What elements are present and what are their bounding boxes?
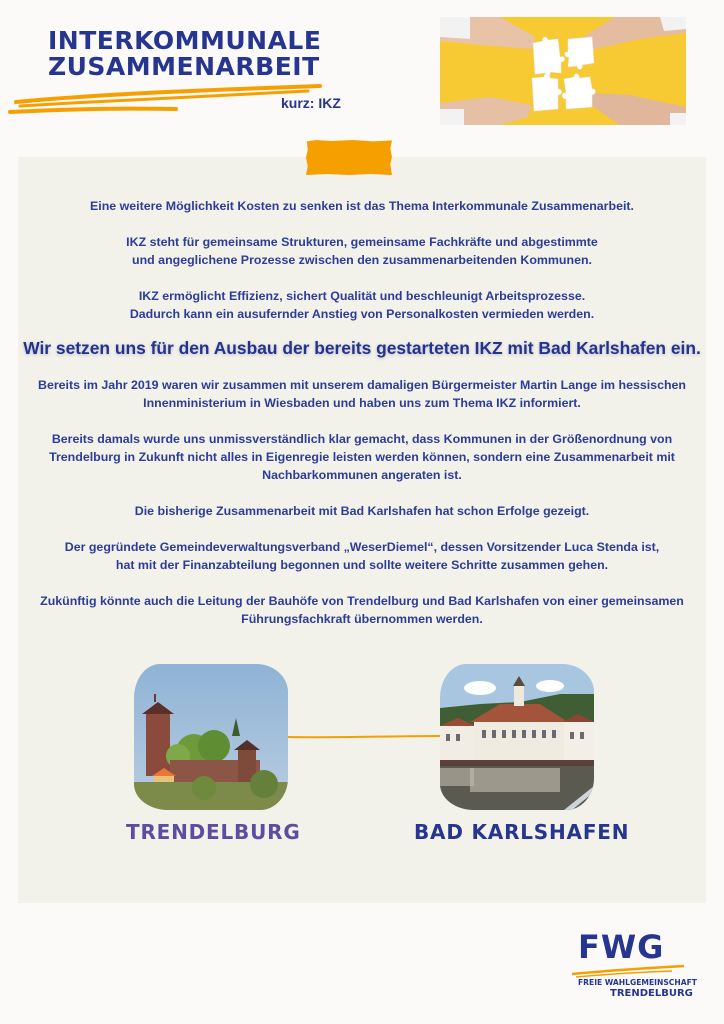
trendelburg-castle-photo: [134, 664, 288, 810]
paragraph-ikz-definition: IKZ steht für gemeinsame Strukturen, gemeinsame Fachkräfte und abgestimmte und angeglichene Prozesse zwischen den zusammenarbeitenden Kommunen.: [126, 235, 598, 267]
paragraph-intro: Eine weitere Möglichkeit Kosten zu senken ist das Thema Interkommunale Zusammenarbeit.: [90, 199, 634, 213]
castle-illustration: [134, 664, 288, 810]
abbreviation-label: kurz: IKZ: [281, 95, 341, 111]
logo-mark: FWG: [578, 928, 665, 966]
paragraph-ikz-benefits: IKZ ermöglicht Effizienz, sichert Qualität und beschleunigt Arbeitsprozesse. Dadurch kann ein ausufernder Anstieg von Personalkosten vermieden werden.: [129, 289, 595, 321]
connector-line: [288, 733, 440, 741]
body-text: [18, 197, 706, 646]
puzzle-hands-photo: [440, 17, 686, 125]
logo-swoosh: [572, 962, 684, 978]
fwg-logo: [572, 928, 697, 1004]
paragraph-2019: Bereits im Jahr 2019 waren wir zusammen mit unserem damaligen Bürgermeister Martin Lange im hessischen Innenministerium in Wiesbaden und haben uns zum Thema IKZ informiert.: [38, 378, 686, 410]
page-title: [48, 28, 348, 118]
bad-karlshafen-townhall-photo: [440, 664, 594, 810]
logo-subtitle-1: FREIE WAHLGEMEINSCHAFT: [578, 978, 697, 987]
paragraph-weserdiemel: Der gegründete Gemeindeverwaltungsverband „WeserDiemel“, dessen Vorsitzender Luca Stenda ist, hat mit der Finanzabteilung begonnen und sollte weitere Schritte zusammen gehen.: [64, 540, 660, 572]
title-line-2: ZUSAMMENARBEIT: [48, 52, 320, 81]
paragraph-bauhoefe: Zukünftig könnte auch die Leitung der Bauhöfe von Trendelburg und Bad Karlshafen von einer gemeinsamen Führungsfachkraft übernommen werden.: [40, 594, 684, 626]
lead-statement: Wir setzen uns für den Ausbau der bereits gestarteten IKZ mit Bad Karlshafen ein.: [23, 338, 701, 358]
town-label-trendelburg: TRENDELBURG: [126, 820, 301, 844]
orange-underline-scribble: [8, 82, 328, 116]
paragraph-advice: Bereits damals wurde uns unmissverständlich klar gemacht, dass Kommunen in der Größenordnung von Trendelburg in Zukunft nicht alles in Eigenregie leisten werden können, sondern eine Zusammenarbeit mit Nachbarkommunen angeraten ist.: [49, 432, 675, 482]
puzzle-illustration: [440, 17, 686, 125]
logo-subtitle-2: TRENDELBURG: [610, 988, 693, 999]
town-label-bad-karlshafen: BAD KARLSHAFEN: [414, 820, 630, 844]
townhall-illustration: [440, 664, 594, 810]
paragraph-success: Die bisherige Zusammenarbeit mit Bad Karlshafen hat schon Erfolge gezeigt.: [134, 504, 590, 518]
title-line-1: INTERKOMMUNALE: [48, 26, 322, 55]
orange-tape-decoration: [306, 140, 392, 175]
content-panel: [18, 157, 706, 903]
